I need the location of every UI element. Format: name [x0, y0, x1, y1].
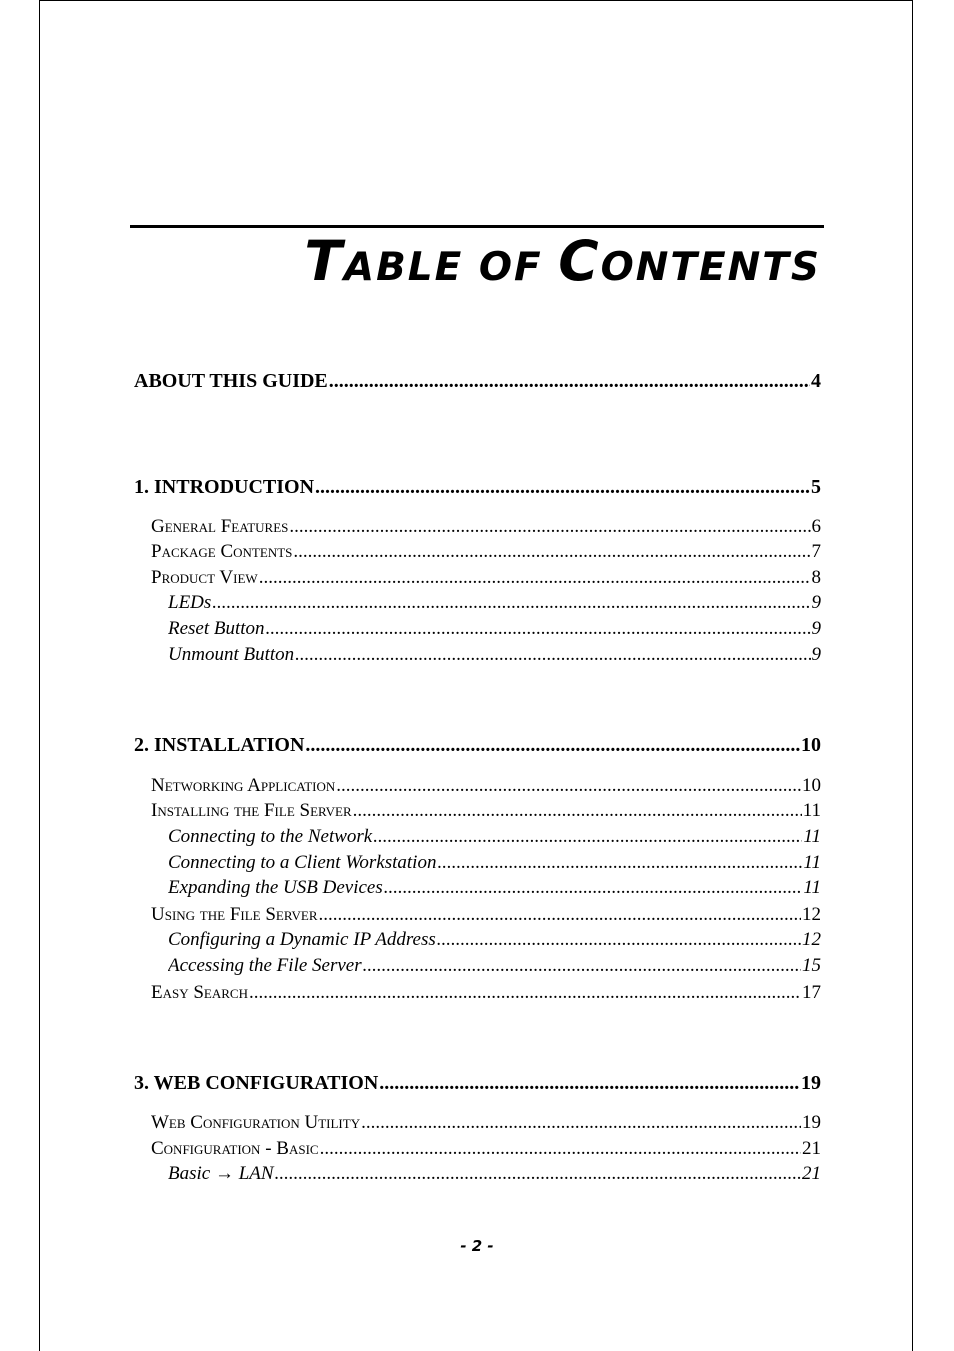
toc-leader	[295, 644, 810, 666]
toc-entry-page: 5	[811, 476, 821, 498]
toc-entry-installing-file-server[interactable]	[151, 800, 821, 822]
toc-entry-label: 2. INSTALLATION	[134, 734, 305, 756]
toc-leader	[437, 852, 802, 874]
toc-entry-page: 11	[803, 877, 821, 898]
toc-entry-installation[interactable]	[134, 734, 821, 760]
toc-entry-page: 12	[802, 929, 821, 950]
toc-entry-page: 17	[802, 982, 821, 1003]
toc-entry-about-this-guide[interactable]	[134, 370, 821, 396]
toc-entry-label: Using the File Server	[151, 904, 318, 925]
toc-entry-easy-search[interactable]	[151, 982, 821, 1004]
toc-entry-label: LEDs	[168, 592, 212, 613]
toc-entry-product-view[interactable]	[151, 567, 821, 589]
toc-entry-page: 19	[802, 1112, 821, 1133]
toc-entry-page: 8	[811, 567, 821, 588]
toc-entry-page: 9	[811, 644, 821, 665]
toc-entry-label: General Features	[151, 516, 289, 537]
toc-entry-label: Expanding the USB Devices	[168, 877, 383, 898]
toc-entry-general-features[interactable]	[151, 516, 821, 538]
title-initial-t: T	[304, 229, 344, 293]
toc-entry-connecting-client[interactable]	[168, 852, 821, 876]
title-part-2: ONTENTS	[600, 245, 821, 290]
toc-entry-label: Accessing the File Server	[168, 955, 362, 976]
toc-leader	[384, 877, 803, 899]
toc-leader	[289, 516, 810, 538]
toc-entry-page: 19	[801, 1072, 821, 1094]
title-part-1: ABLE OF	[343, 245, 559, 290]
toc-leader	[329, 370, 810, 393]
title-initial-c: C	[558, 229, 601, 293]
toc-leader	[266, 618, 811, 640]
toc-entry-label: Package Contents	[151, 541, 293, 562]
toc-entry-introduction[interactable]	[134, 476, 821, 502]
toc-entry-networking-application[interactable]	[151, 775, 821, 797]
toc-entry-page: 7	[811, 541, 821, 562]
toc-leader	[315, 476, 810, 499]
toc-entry-page: 21	[802, 1163, 821, 1184]
toc-entry-label: Configuration - Basic	[151, 1138, 319, 1159]
toc-entry-label: Web Configuration Utility	[151, 1112, 361, 1133]
toc-leader	[437, 929, 801, 951]
toc-entry-page: 6	[811, 516, 821, 537]
toc-entry-label: 3. WEB CONFIGURATION	[134, 1072, 379, 1094]
toc-entry-label: 1. INTRODUCTION	[134, 476, 315, 498]
toc-entry-configuring-dynamic-ip[interactable]	[168, 929, 821, 953]
toc-entry-basic-lan[interactable]	[168, 1163, 821, 1187]
toc-entry-page: 10	[801, 734, 821, 756]
toc-entry-package-contents[interactable]	[151, 541, 821, 563]
toc-entry-label: Product View	[151, 567, 258, 588]
toc-entry-page: 4	[811, 370, 821, 392]
toc-leader	[319, 904, 802, 926]
toc-entry-connecting-network[interactable]	[168, 826, 821, 850]
toc-entry-page: 15	[802, 955, 821, 976]
toc-entry-label: Reset Button	[168, 618, 265, 639]
toc-entry-page: 11	[803, 826, 821, 847]
toc-leader	[259, 567, 811, 589]
toc-leader	[212, 592, 810, 614]
toc-entry-expanding-usb[interactable]	[168, 877, 821, 901]
toc-entry-page: 11	[802, 800, 821, 821]
toc-entry-label: Installing the File Server	[151, 800, 352, 821]
toc-entry-page: 9	[811, 618, 821, 639]
toc-entry-label: Configuring a Dynamic IP Address	[168, 929, 436, 950]
toc-entry-reset-button[interactable]	[168, 618, 821, 642]
toc-leader	[275, 1163, 801, 1185]
toc-entry-configuration-basic[interactable]	[151, 1138, 821, 1160]
toc-entry-page: 12	[802, 904, 821, 925]
toc-leader	[249, 982, 801, 1004]
toc-entry-web-configuration-utility[interactable]	[151, 1112, 821, 1134]
toc-entry-label: Unmount Button	[168, 644, 295, 665]
toc-entry-label: Connecting to the Network	[168, 826, 373, 847]
toc-leader	[320, 1138, 801, 1160]
toc-entry-page: 11	[803, 852, 821, 873]
toc-entry-unmount-button[interactable]	[168, 644, 821, 668]
toc-entry-using-file-server[interactable]	[151, 904, 821, 926]
toc-entry-label: ABOUT THIS GUIDE	[134, 370, 328, 392]
toc-entry-label: Connecting to a Client Workstation	[168, 852, 437, 873]
toc-entry-label: Networking Application	[151, 775, 336, 796]
page-number: - 2 -	[460, 1237, 494, 1255]
toc-entry-label: Easy Search	[151, 982, 248, 1003]
toc-leader	[305, 734, 800, 757]
toc-leader	[293, 541, 810, 563]
toc-leader	[363, 955, 801, 977]
toc-entry-accessing-file-server[interactable]	[168, 955, 821, 979]
toc-leader	[373, 826, 802, 848]
toc-entry-label: Basic → LAN	[168, 1163, 274, 1184]
toc-entry-web-configuration[interactable]	[134, 1072, 821, 1098]
toc-entry-page: 21	[802, 1138, 821, 1159]
toc-leader	[336, 775, 801, 797]
toc-entry-page: 9	[811, 592, 821, 613]
toc-leader	[379, 1072, 800, 1095]
toc-leader	[361, 1112, 801, 1134]
toc-entry-page: 10	[802, 775, 821, 796]
toc-entry-leds[interactable]	[168, 592, 821, 616]
toc-leader	[353, 800, 802, 822]
